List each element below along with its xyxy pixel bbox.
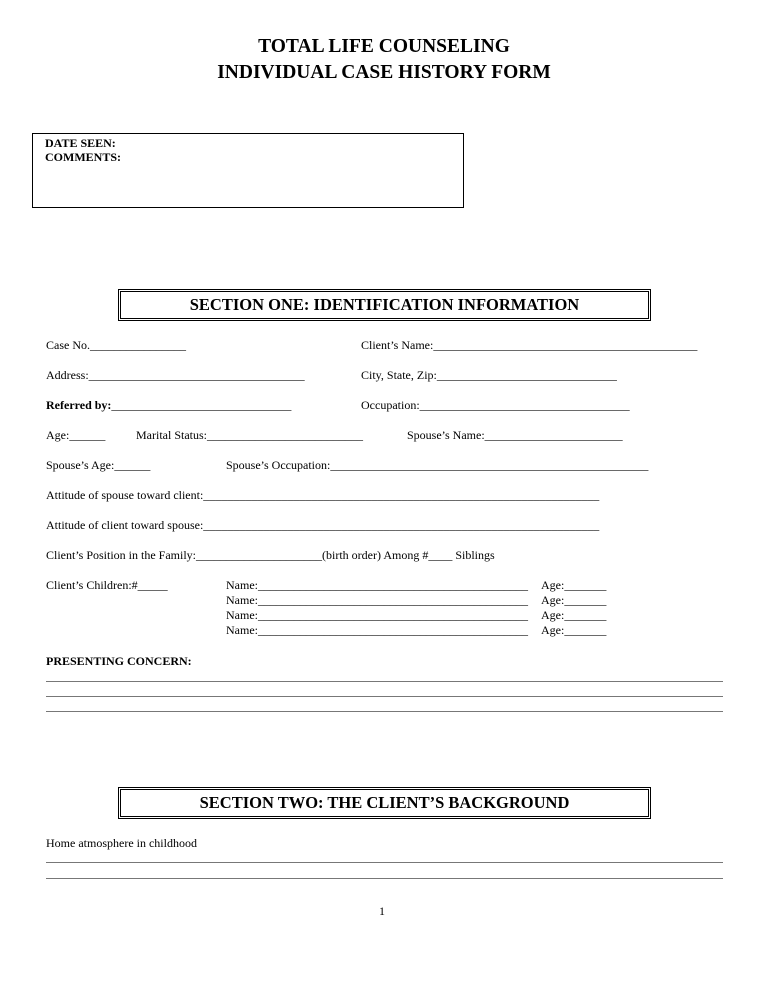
child-name-field[interactable]: Name:_____________________________________________ xyxy=(226,578,528,592)
child-age-field[interactable]: Age:_______ xyxy=(541,608,607,622)
marital-status-field[interactable]: Marital Status:__________________________ xyxy=(136,428,363,442)
child-age-field[interactable]: Age:_______ xyxy=(541,623,607,637)
presenting-concern-line[interactable] xyxy=(46,696,723,697)
child-age-field[interactable]: Age:_______ xyxy=(541,593,607,607)
section-two-heading xyxy=(118,787,651,819)
date-comments-box xyxy=(32,133,464,208)
spouses-occupation-field[interactable]: Spouse’s Occupation:_____________________________________________________ xyxy=(226,458,649,472)
clients-children-field[interactable]: Client’s Children:#_____ xyxy=(46,578,168,592)
section-two-title: SECTION TWO: THE CLIENT’S BACKGROUND xyxy=(199,793,570,812)
section-one-heading xyxy=(118,289,651,321)
occupation-field[interactable]: Occupation:___________________________________ xyxy=(361,398,630,412)
city-state-zip-field[interactable]: City, State, Zip:______________________________ xyxy=(361,368,617,382)
home-atmosphere-line[interactable] xyxy=(46,862,723,863)
section-one-title: SECTION ONE: IDENTIFICATION INFORMATION xyxy=(189,295,580,314)
clients-name-field[interactable]: Client’s Name:____________________________________________ xyxy=(361,338,698,352)
case-no-field[interactable]: Case No.________________ xyxy=(46,338,186,352)
home-atmosphere-label: Home atmosphere in childhood xyxy=(46,836,197,850)
referred-by-field[interactable] xyxy=(46,398,291,413)
age-field[interactable]: Age:______ xyxy=(46,428,106,442)
child-name-field[interactable]: Name:_____________________________________________ xyxy=(226,608,528,622)
referred-by-line[interactable]: ______________________________ xyxy=(111,398,292,412)
clients-position-field[interactable]: Client’s Position in the Family:_____________________(birth order) Among #____ Siblings xyxy=(46,548,495,562)
home-atmosphere-line[interactable] xyxy=(46,878,723,879)
date-seen-label: DATE SEEN: xyxy=(45,136,116,150)
presenting-concern-label: PRESENTING CONCERN: xyxy=(46,654,192,668)
attitude-client-toward-spouse-field[interactable]: Attitude of client toward spouse:__________________________________________________________________ xyxy=(46,518,600,532)
form-title-line1: TOTAL LIFE COUNSELING xyxy=(258,36,510,57)
attitude-spouse-toward-client-field[interactable]: Attitude of spouse toward client:__________________________________________________________________ xyxy=(46,488,600,502)
spouses-name-field[interactable]: Spouse’s Name:_______________________ xyxy=(407,428,623,442)
address-field[interactable]: Address:____________________________________ xyxy=(46,368,305,382)
child-name-field[interactable]: Name:_____________________________________________ xyxy=(226,593,528,607)
child-name-field[interactable]: Name:_____________________________________________ xyxy=(226,623,528,637)
referred-by-label: Referred by: xyxy=(46,398,112,412)
child-age-field[interactable]: Age:_______ xyxy=(541,578,607,592)
form-title-line2: INDIVIDUAL CASE HISTORY FORM xyxy=(217,62,551,83)
page-number: 1 xyxy=(379,904,385,918)
presenting-concern-line[interactable] xyxy=(46,681,723,682)
comments-label: COMMENTS: xyxy=(45,150,121,164)
spouses-age-field[interactable]: Spouse’s Age:______ xyxy=(46,458,151,472)
presenting-concern-line[interactable] xyxy=(46,711,723,712)
